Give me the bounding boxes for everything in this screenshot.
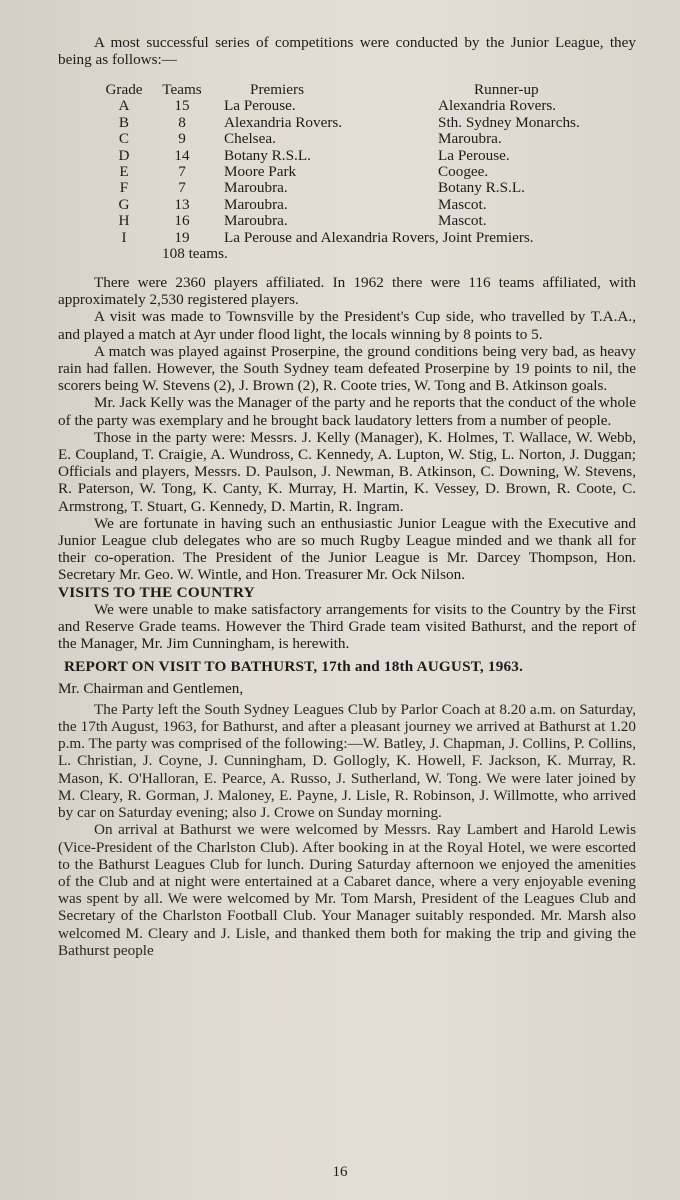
grade-cell: B — [118, 113, 130, 131]
report-paragraph: The Party left the South Sydney Leagues Club by Parlor Coach at 8.20 a.m. on Saturday, the 17th August, 1963, for Bathurst, and after a pleasant journey we arrived at Bathurst at 1.20 p.m. The party was comprised of the following:—W. Batley, J. Chapman, J. Collins, P. Collins, L. Christian, J. Coyne, J. Cunningham, D. Gollogly, K. Howell, F. Jackson, K. Murray, R. Mason, K. O'Halloran, E. Pearce, A. Russo, J. Sutherland, W. Tong. We were later joined by M. Cleary, R. Gorman, J. Maloney, E. Payne, J. Lisle, R. Robinson, J. Willmotte, who arrived by car on Saturday evening; also J. Crowe on Sunday morning. — [58, 700, 636, 822]
runner-up-cell: Botany R.S.L. — [438, 179, 525, 197]
header-teams: Teams — [162, 81, 202, 98]
table-row — [94, 197, 580, 213]
teams-cell: 13 — [174, 195, 190, 213]
teams-cell: 19 — [174, 228, 190, 246]
report-paragraph: On arrival at Bathurst we were welcomed by Messrs. Ray Lambert and Harold Lewis (Vice-President of the Charlston Club). After booking in at the Royal Hotel, we were escorted to the Bathurst Leagues Club for lunch. During Saturday afternoon we enjoyed the amenities of the Club and at night were entertained at a Cabaret dance, where a very enjoyable evening was spent by all. We were welcomed by Mr. Tom Marsh, President of the Leagues Club and Secretary of the Charlston Football Club. Your Manager suitably responded. Mr. Marsh also welcomed M. Cleary and J. Lisle, and thanked them both for making the trip and giving the Bathurst people — [58, 821, 636, 959]
grades-table — [94, 82, 580, 262]
runner-up-cell: Mascot. — [438, 195, 487, 213]
table-row — [94, 115, 580, 131]
grade-cell: C — [118, 130, 130, 148]
teams-cell: 7 — [178, 163, 186, 181]
grade-cell: H — [118, 212, 130, 230]
visits-heading: VISITS TO THE COUNTRY — [58, 583, 255, 601]
premiers-cell: Alexandria Rovers. — [224, 113, 343, 131]
premiers-cell: Botany R.S.L. — [224, 146, 311, 164]
table-row — [94, 230, 580, 246]
header-grade: Grade — [105, 81, 143, 98]
table-row — [94, 98, 580, 114]
teams-cell: 9 — [178, 130, 186, 148]
grade-cell: G — [118, 195, 130, 213]
grade-cell: A — [118, 97, 130, 115]
main-text — [58, 274, 636, 959]
runner-up-cell: Sth. Sydney Monarchs. — [438, 113, 580, 131]
paragraph: A match was played against Proserpine, the ground conditions being very bad, as heavy rain had fallen. However, the South Sydney team defeated Proserpine by 19 points to nil, the scorers being W. Stevens (2), J. Brown (2), R. Coote tries, W. Tong and B. Atkinson goals. — [58, 342, 636, 395]
premiers-cell: La Perouse and Alexandria Rovers, Joint Premiers. — [224, 228, 534, 246]
header-premiers: Premiers — [250, 81, 304, 98]
premiers-cell: Moore Park — [224, 163, 297, 181]
grade-cell: F — [119, 179, 129, 197]
report-heading: REPORT ON VISIT TO BATHURST, 17th and 18th AUGUST, 1963. — [64, 658, 524, 676]
grade-cell: E — [119, 163, 129, 181]
intro-block — [58, 34, 636, 68]
visits-paragraph: We were unable to make satisfactory arrangements for visits to the Country by the First and Reserve Grade teams. However the Third Grade team visited Bathurst, and the report of the Manager, Mr. Jim Cunningham, is herewith. — [58, 600, 636, 653]
table-row — [94, 180, 580, 196]
grade-cell: I — [121, 228, 127, 246]
salutation: Mr. Chairman and Gentlemen, — [58, 679, 244, 697]
premiers-cell: Maroubra. — [224, 179, 288, 197]
teams-cell: 7 — [178, 179, 186, 197]
paragraph: Those in the party were: Messrs. J. Kelly (Manager), K. Holmes, T. Wallace, W. Webb, E. Coupland, T. Craigie, A. Wundross, C. Kennedy, A. Lupton, W. Stig, L. Norton, J. Duggan; Officials and players, Messrs. D. Paulson, J. Newman, B. Atkinson, C. Downing, W. Stevens, R. Paterson, W. Tong, K. Canty, K. Murray, H. Martin, K. Vessey, D. Brown, R. Coote, C. Armstrong, T. Stuart, G. Kennedy, D. Martin, R. Ingram. — [58, 428, 636, 515]
table-row — [94, 164, 580, 180]
runner-up-cell: Alexandria Rovers. — [438, 97, 557, 115]
paragraph: Mr. Jack Kelly was the Manager of the party and he reports that the conduct of the whole of the party was exemplary and he brought back laudatory letters from a number of people. — [58, 394, 636, 429]
page-number: 16 — [332, 1164, 348, 1180]
paragraph: A visit was made to Townsville by the President's Cup side, who travelled by T.A.A., and played a match at Ayr under flood light, the locals winning by 8 points to 5. — [58, 308, 636, 343]
premiers-cell: La Perouse. — [224, 97, 296, 115]
teams-cell: 15 — [174, 97, 190, 115]
premiers-cell: Maroubra. — [224, 212, 288, 230]
teams-cell: 16 — [174, 212, 190, 230]
premiers-cell: Maroubra. — [224, 195, 288, 213]
paragraph: We are fortunate in having such an enthusiastic Junior League with the Executive and Junior League club delegates who are so much Rugby League minded and we thank all for their co-operation. The President of the Junior League is Mr. Darcey Thompson, Hon. Secretary Mr. Geo. W. Wintle, and Hon. Treasurer Mr. Ock Nilson. — [58, 514, 636, 584]
runner-up-cell: La Perouse. — [438, 146, 510, 164]
grades-table-header — [94, 82, 580, 98]
table-row — [94, 213, 580, 229]
teams-cell: 8 — [178, 113, 186, 131]
premiers-cell: Chelsea. — [224, 130, 276, 148]
intro-paragraph: A most successful series of competitions were conducted by the Junior League, they being as follows:— — [58, 34, 636, 69]
total-teams: 108 teams. — [162, 245, 228, 263]
header-runner-up: Runner-up — [474, 81, 539, 98]
teams-cell: 14 — [174, 146, 190, 164]
grade-cell: D — [118, 146, 130, 164]
table-total-row — [94, 246, 580, 262]
paragraph: There were 2360 players affiliated. In 1962 there were 116 teams affiliated, with approximately 2,530 registered players. — [58, 274, 636, 309]
runner-up-cell: Mascot. — [438, 212, 487, 230]
table-row — [94, 131, 580, 147]
table-row — [94, 148, 580, 164]
runner-up-cell: Coogee. — [438, 163, 489, 181]
runner-up-cell: Maroubra. — [438, 130, 502, 148]
